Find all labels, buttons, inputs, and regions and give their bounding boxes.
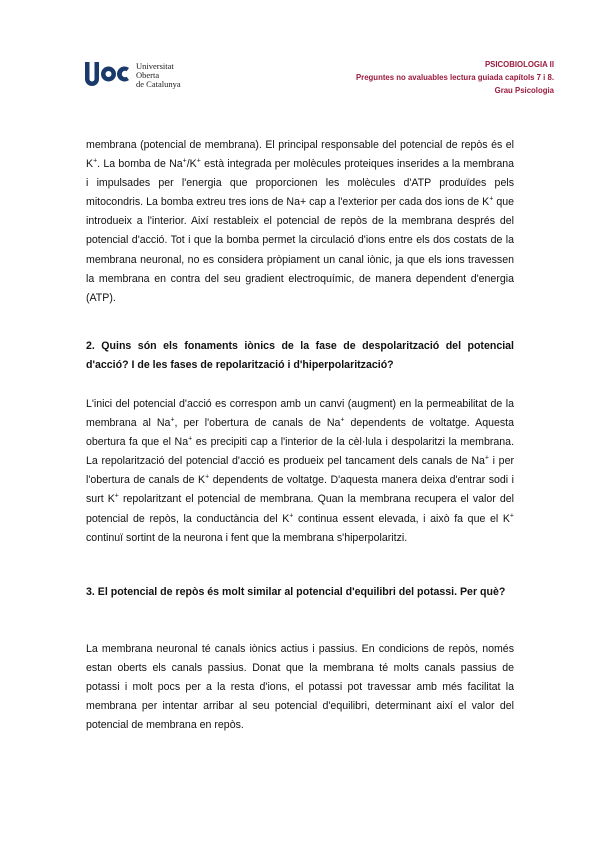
superscript: +	[188, 435, 193, 443]
superscript: +	[114, 492, 119, 500]
superscript: +	[170, 416, 175, 424]
superscript: +	[289, 512, 294, 520]
text-run: i per l'obertura de canals de K	[86, 455, 514, 487]
text-run: es precipiti cap a l'interior de la cèl·lula i despolaritzi la membrana. La repolarització del potencial d'acció es produeix pel tancament dels canals de Na	[86, 436, 515, 468]
program-name: Grau Psicologia	[494, 86, 554, 95]
text-run: . La bomba de Na	[97, 158, 183, 171]
uoc-logo	[84, 60, 181, 90]
superscript: +	[205, 473, 210, 481]
question-3-text: 3. El potencial de repòs és molt similar al potencial d'equilibri del potassi. Per què?	[86, 586, 506, 598]
paragraph-3-text: La membrana neuronal té canals iònics actius i passius. En condicions de repòs, només estan oberts els canals passius. Donat que la membrana té molts canals passius de potassi i molt pocs per a la resta d'ions, el potassi pot travessar amb més facilitat la membrana per intentar arribar al seu potencial d'equilibri, determinant així el valor del potencial de membrana en repòs.	[86, 643, 514, 732]
paragraph-2	[86, 395, 514, 548]
text-run: membrana (potencial de membrana). El principal responsable del potencial de repòs és el K	[86, 139, 514, 171]
superscript: +	[509, 512, 515, 520]
course-title: PSICOBIOLOGIA II	[484, 60, 554, 69]
superscript: +	[93, 157, 98, 165]
superscript: +	[484, 454, 489, 462]
question-2	[86, 337, 514, 375]
text-run: que introdueix a l'interior. Així restableix el potencial de repòs de la membrana després del potencial d'acció. Tot i que la bomba permet la circulació d'ions entre els dos costats de la membrana neuronal, no es considera pròpiament un canal iònic, ja que els ions travessen la membrana en contra del seu gradient electroquímic, de manera dependent d'energia (ATP).	[86, 196, 514, 304]
uoc-logo-text	[136, 62, 181, 89]
text-run: , per l'obertura de canals de Na	[174, 417, 341, 430]
logo-line-2: Oberta	[136, 69, 160, 80]
text-run: continuï sortint de la neurona i fent que la membrana s'hiperpolaritzi.	[86, 531, 408, 544]
superscript: +	[489, 195, 494, 203]
uoc-logo-mark	[84, 60, 130, 90]
uoc-logo-icon	[84, 60, 130, 90]
text-run: /K	[186, 158, 197, 171]
paragraph-3	[86, 640, 514, 735]
superscript: +	[196, 157, 201, 165]
text-run: L'inici del potencial d'acció es correspon amb un canvi (augment) en la permeabilitat de la membrana al Na	[86, 398, 514, 430]
document-header	[356, 58, 554, 97]
text-run: està integrada per molècules proteiques inserides a la membrana i impulsades per l'energia que proporcionen les molècules d'ATP produïdes pels mitocondris. La bomba extreu tres ions de Na+ cap a l'exterior per cada dos ions de K	[86, 158, 514, 209]
text-run: continua essent elevada, i això fa que el K	[293, 512, 510, 525]
superscript: +	[182, 157, 187, 165]
text-run: dependents de voltatge. Aquesta obertura fa que el Na	[86, 417, 514, 449]
logo-line-3: de Catalunya	[136, 78, 181, 89]
question-3	[86, 583, 514, 602]
paragraph-1	[86, 136, 514, 308]
logo-line-1: Universitat	[136, 60, 174, 71]
text-run: repolaritzant el potencial de membrana. Quan la membrana recupera el valor del potencial de repòs, la conductància del K	[86, 493, 514, 525]
superscript: +	[340, 416, 345, 424]
document-subtitle: Preguntes no avaluables lectura guiada capítols 7 i 8.	[355, 73, 554, 82]
text-run: dependents de voltatge. D'aquesta manera deixa d'entrar sodi i surt K	[86, 474, 514, 506]
question-2-text: 2. Quins són els fonaments iònics de la fase de despolarització del potencial d'acció? I de les fases de repolarització i d'hiperpolarització?	[86, 340, 514, 372]
